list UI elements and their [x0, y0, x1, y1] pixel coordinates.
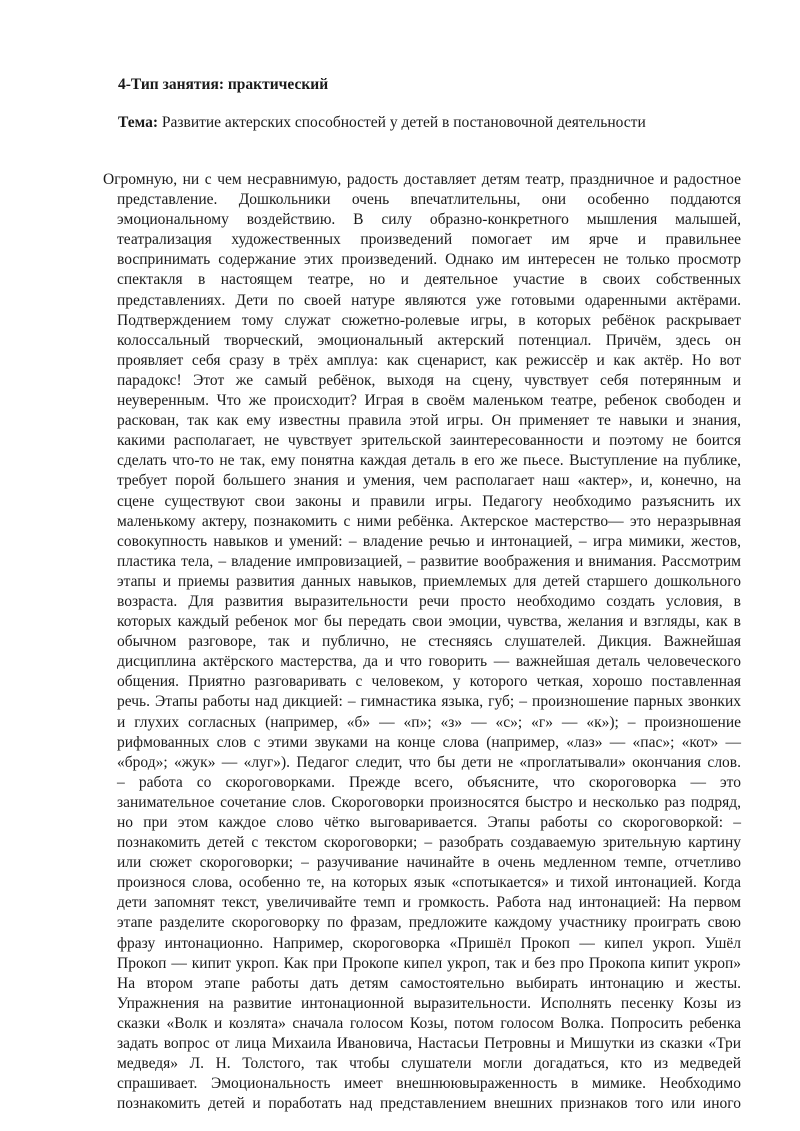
- body-line: пластика тела, – владение импровизацией, – развитие воображения и внимания. Рассмотрим: [117, 552, 741, 570]
- body-line: Упражнения на развитие интонационной выразительности. Исполнять песенку Козы из: [117, 994, 741, 1012]
- body-line: познакомить детей с текстом скороговорки; – разобрать создаваемую зрительную картину: [117, 834, 741, 852]
- body-line: этапы и приемы развития данных навыков, приемлемых для детей старшего дошкольного: [117, 572, 741, 590]
- body-line: На втором этапе работы дать детям самостоятельно выбирать интонацию и жесты.: [117, 974, 741, 992]
- body-line: маленькому актеру, познакомить с ними ребёнка. Актерское мастерство— это неразрывная: [117, 512, 741, 530]
- body-line: сцене существуют свои законы и правили игры. Педагогу необходимо разъяснить их: [117, 492, 741, 510]
- topic-label: Тема:: [118, 114, 158, 131]
- body-line: театрализация художественных произведений помогает им ярче и правильнее: [117, 231, 741, 249]
- body-line: раскован, так как ему известны правила этой игры. Он применяет те навыки и знания,: [117, 412, 741, 430]
- body-line: которых каждый ребенок мог бы передать свои эмоции, чувства, желания и взгляды, как в: [117, 613, 741, 631]
- body-line: задать вопрос от лица Михаила Ивановича, Настасьи Петровны и Мишутки из сказки «Три: [117, 1035, 741, 1053]
- topic-text: Развитие актерских способностей у детей в постановочной деятельности: [161, 114, 646, 131]
- body-line: медведя» Л. Н. Толстого, так чтобы слушатели могли догадаться, кто из медведей: [117, 1055, 741, 1073]
- body-line: дети запомнят текст, увеличивайте темп и громкость. Работа над интонацией: На первом: [117, 894, 741, 912]
- body-line: общения. Приятно разговаривать с человеком, у которого четкая, хорошо поставленная: [117, 673, 741, 691]
- body-line: сделать что-то не так, ему понятна каждая деталь в его же пьесе. Выступление на публике,: [117, 452, 741, 470]
- body-line: Огромную, ни с чем несравнимую, радость доставляет детям театр, праздничное и радостное: [103, 171, 741, 188]
- body-line: проявляет себя сразу в трёх амплуа: как сценарист, как режиссёр и как актёр. Но вот: [117, 351, 741, 369]
- body-line: речь. Этапы работы над дикцией: – гимнастика языка, губ; – произношение парных звонких: [117, 693, 741, 711]
- body-line: колоссальный творческий, эмоциональный актерский потенциал. Причём, здесь он: [117, 331, 741, 349]
- body-line: какими располагает, не чувствует зрительской заинтересованности и поэтому не боится: [117, 432, 741, 450]
- body-line: – работа со скороговорками. Прежде всего, объясните, что скороговорка — это: [117, 773, 741, 791]
- body-line: этапе разделите скороговорку по фразам, предложите каждому участнику проиграть свою: [117, 914, 741, 932]
- body-line: Подтверждением тому служат сюжетно-ролевые игры, в которых ребёнок раскрывает: [117, 311, 741, 329]
- body-line: произнося слова, особенно те, на которых язык «спотыкается» и тихой интонацией. Когда: [117, 874, 741, 892]
- body-line: возраста. Для развития выразительности речи просто необходимо создать условия, в: [117, 592, 741, 610]
- body-line: и глухих согласных (например, «б» — «п»; «з» — «с»; «г» — «к»); – произношение: [117, 713, 741, 731]
- body-line: сказки «Волк и козлята» сначала голосом Козы, потом голосом Волка. Попросить ребенка: [117, 1014, 741, 1032]
- body-line: спектакля в настоящем театре, но и деятельное участие в своих собственных: [117, 271, 741, 289]
- topic-line: [118, 114, 646, 132]
- body-line: спрашивает. Эмоциональность имеет внешнюювыраженность в мимике. Необходимо: [117, 1075, 741, 1093]
- body-line: совокупность навыков и умений: – владение речью и интонацией, – игра мимики, жестов,: [117, 532, 741, 550]
- body-line: фразу интонационно. Например, скороговорка «Пришёл Прокоп — кипел укроп. Ушёл: [117, 934, 741, 952]
- body-line: но при этом каждое слово чётко выговаривается. Этапы работы со скороговоркой: –: [117, 814, 741, 831]
- body-line: рифмованных слов с этими звуками на конце слова (например, «лаз» — «пас»; «кот» —: [117, 733, 741, 751]
- body-line: воспринимать содержание этих произведений. Однако им интересен не только просмотр: [117, 251, 741, 269]
- body-line: неуверенным. Что же происходит? Играя в своём маленьком театре, ребенок свободен и: [117, 392, 741, 410]
- body-line: парадокс! Этот же самый ребёнок, выходя на сцену, чувствует себя потерянным и: [117, 371, 741, 389]
- body-line: Прокоп — кипит укроп. Как при Прокопе кипел укроп, так и без про Прокопа кипит укроп»: [117, 954, 741, 972]
- lesson-type-heading: 4-Тип занятия: практический: [118, 76, 329, 93]
- body-line: «брод»; «жук» — «луг»). Педагог следит, что бы дети не «проглатывали» окончания слов.: [117, 753, 741, 771]
- body-line: занимательное сочетание слов. Скороговорки произносятся быстро и несколько раз подряд,: [117, 793, 741, 811]
- body-line: представление. Дошкольники очень впечатлительны, они особенно поддаются: [117, 191, 741, 209]
- body-line: эмоциональному воздействию. В силу образно-конкретного мышления малышей,: [117, 211, 741, 229]
- body-line: требует порой большего знания и умения, чем располагает наш «актер», и, конечно, на: [117, 472, 741, 490]
- body-line: познакомить детей и поработать над представлением внешних признаков того или иного: [117, 1095, 741, 1113]
- body-line: или сюжет скороговорки; – разучивание начинайте в очень медленном темпе, отчетливо: [117, 854, 741, 872]
- body-line: представлениях. Дети по своей натуре являются уже готовыми одаренными актёрами.: [117, 291, 741, 309]
- body-paragraph: [103, 170, 741, 1114]
- body-line: обычном разговоре, так и публично, не стесняясь слушателей. Дикция. Важнейшая: [117, 633, 741, 651]
- body-line: дисциплина актёрского мастерства, да и что говорить — важнейшая деталь человеческого: [117, 653, 741, 671]
